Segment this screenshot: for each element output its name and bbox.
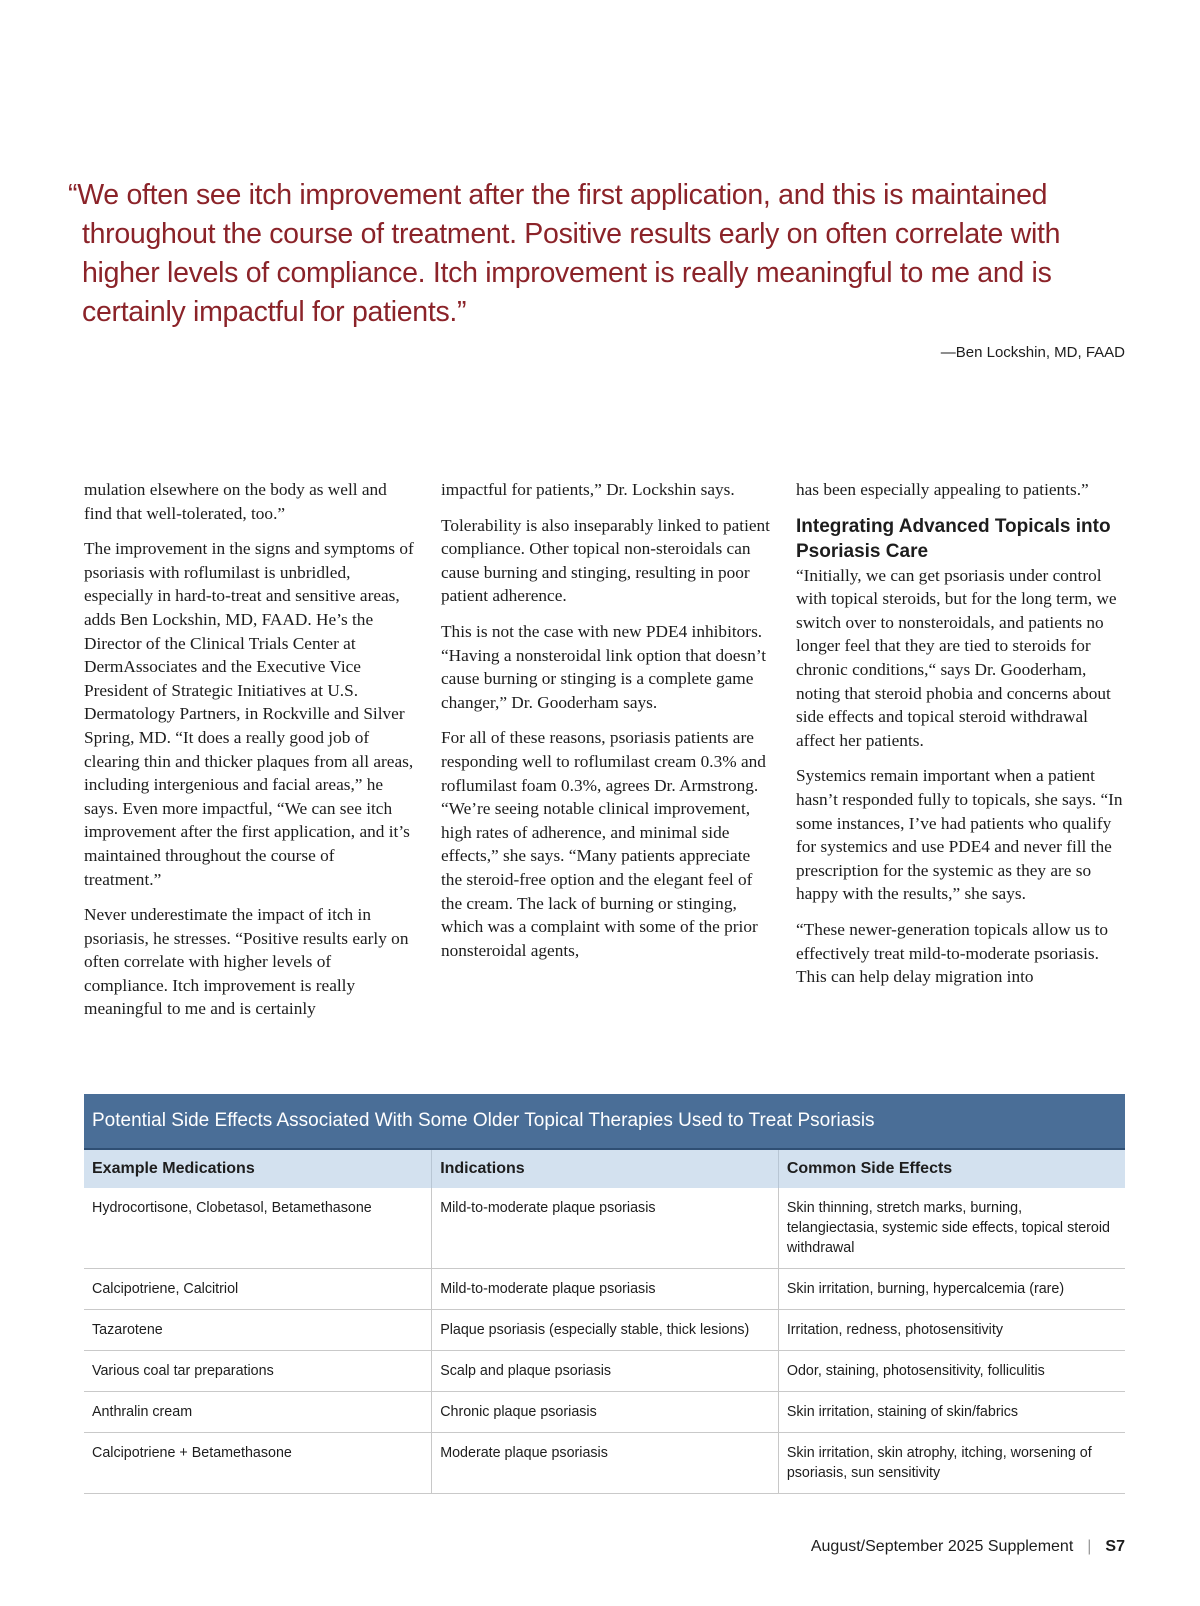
table-header-row xyxy=(84,1150,1125,1188)
paragraph: “These newer-generation topicals allow us to effectively treat mild-to-moderate psoriasis. This can help delay migration into xyxy=(796,919,1109,987)
pull-quote-text: “We often see itch improvement after the first application, and this is maintained throughout the course of treatment. Positive results early on often correlate with higher levels of compliance. Itch improvement is really meaningful to me and is certainly impactful for patients.” xyxy=(68,179,1061,328)
table-cell: Mild-to-moderate plaque psoriasis xyxy=(432,1269,779,1310)
paragraph: Systemics remain important when a patient hasn’t responded fully to topicals, she says. “In some instances, I’ve had patients who qualify for systemics and use PDE4 and never fill the prescription for the systemic as they are so happy with the results,” she says. xyxy=(796,766,1123,904)
table-cell: Hydrocortisone, Clobetasol, Betamethasone xyxy=(84,1188,432,1269)
table-row xyxy=(84,1310,1125,1351)
column-header: Example Medications xyxy=(84,1150,432,1188)
table-row xyxy=(84,1392,1125,1433)
table-cell: Skin thinning, stretch marks, burning, telangiectasia, systemic side effects, topical steroid withdrawal xyxy=(778,1188,1125,1269)
table-title: Potential Side Effects Associated With Some Older Topical Therapies Used to Treat Psoriasis xyxy=(84,1094,1125,1150)
table-cell: Various coal tar preparations xyxy=(84,1351,432,1392)
section-heading: Integrating Advanced Topicals into Psoriasis Care xyxy=(796,515,1111,562)
table-cell: Scalp and plaque psoriasis xyxy=(432,1351,779,1392)
table-row xyxy=(84,1433,1125,1494)
paragraph: mulation elsewhere on the body as well and find that well-tolerated, too.” xyxy=(84,480,387,523)
side-effects-table xyxy=(84,1150,1125,1494)
side-effects-table-box xyxy=(84,1094,1125,1494)
table-row xyxy=(84,1269,1125,1310)
pull-quote xyxy=(68,176,1068,332)
footer-separator: | xyxy=(1087,1538,1092,1555)
paragraph: has been especially appealing to patients.” xyxy=(796,480,1089,499)
paragraph: impactful for patients,” Dr. Lockshin says. xyxy=(441,480,735,499)
table-cell: Plaque psoriasis (especially stable, thick lesions) xyxy=(432,1310,779,1351)
table-cell: Skin irritation, skin atrophy, itching, worsening of psoriasis, sun sensitivity xyxy=(778,1433,1125,1494)
paragraph: “Initially, we can get psoriasis under control with topical steroids, but for the long term, we switch over to nonsteroidals, and patients no longer feel that they are tied to steroids for chronic conditions,“ says Dr. Gooderham, noting that steroid phobia and concerns about side effects and topical steroid withdrawal affect her patients. xyxy=(796,565,1117,750)
table-cell: Calcipotriene, Calcitriol xyxy=(84,1269,432,1310)
table-row xyxy=(84,1351,1125,1392)
article-body xyxy=(84,478,1125,1058)
table-cell: Skin irritation, staining of skin/fabrics xyxy=(778,1392,1125,1433)
paragraph: The improvement in the signs and symptoms of psoriasis with roflumilast is unbridled, especially in hard-to-treat and sensitive areas, adds Ben Lockshin, MD, FAAD. He’s the Director of the Clinical Trials Center at DermAssociates and the Executive Vice President of Strategic Initiatives at U.S. Dermatology Partners, in Rockville and Silver Spring, MD. “It does a really good job of clearing thin and thicker plaques from all areas, including intergenious and facial areas,” he says. Even more impactful, “We can see itch improvement after the first application, and it’s maintained throughout the course of treatment.” xyxy=(84,539,414,889)
paragraph: Never underestimate the impact of itch in psoriasis, he stresses. “Positive results early on often correlate with higher levels of compliance. Itch improvement is really meaningful to me and is certainly xyxy=(84,905,409,1019)
page-footer xyxy=(811,1538,1125,1556)
table-cell: Odor, staining, photosensitivity, folliculitis xyxy=(778,1351,1125,1392)
paragraph: Tolerability is also inseparably linked to patient compliance. Other topical non-steroidals can cause burning and stinging, resulting in poor patient adherence. xyxy=(441,515,770,606)
paragraph: For all of these reasons, psoriasis patients are responding well to roflumilast cream 0.3% and roflumilast foam 0.3%, agrees Dr. Armstrong. “We’re seeing notable clinical improvement, high rates of adherence, and minimal side effects,” she says. “Many patients appreciate the steroid-free option and the elegant feel of the cream. The lack of burning or stinging, which was a complaint with some of the prior nonsteroidal agents, xyxy=(441,728,766,960)
table-cell: Chronic plaque psoriasis xyxy=(432,1392,779,1433)
table-cell: Skin irritation, burning, hypercalcemia (rare) xyxy=(778,1269,1125,1310)
table-row xyxy=(84,1188,1125,1269)
paragraph: This is not the case with new PDE4 inhibitors. “Having a nonsteroidal link option that doesn’t cause burning or stinging is a complete game changer,” Dr. Gooderham says. xyxy=(441,621,767,712)
article-column-2 xyxy=(441,478,771,974)
table-cell: Calcipotriene + Betamethasone xyxy=(84,1433,432,1494)
table-cell: Moderate plaque psoriasis xyxy=(432,1433,779,1494)
quote-attribution: —Ben Lockshin, MD, FAAD xyxy=(940,344,1125,361)
page-number: S7 xyxy=(1105,1538,1125,1555)
table-cell: Anthralin cream xyxy=(84,1392,432,1433)
table-cell: Mild-to-moderate plaque psoriasis xyxy=(432,1188,779,1269)
column-header: Common Side Effects xyxy=(778,1150,1125,1188)
publication-issue: August/September 2025 Supplement xyxy=(810,1538,1074,1555)
article-column-3 xyxy=(796,478,1126,1001)
column-header: Indications xyxy=(432,1150,779,1188)
table-cell: Tazarotene xyxy=(84,1310,432,1351)
article-column-1 xyxy=(84,478,414,1033)
table-cell: Irritation, redness, photosensitivity xyxy=(778,1310,1125,1351)
